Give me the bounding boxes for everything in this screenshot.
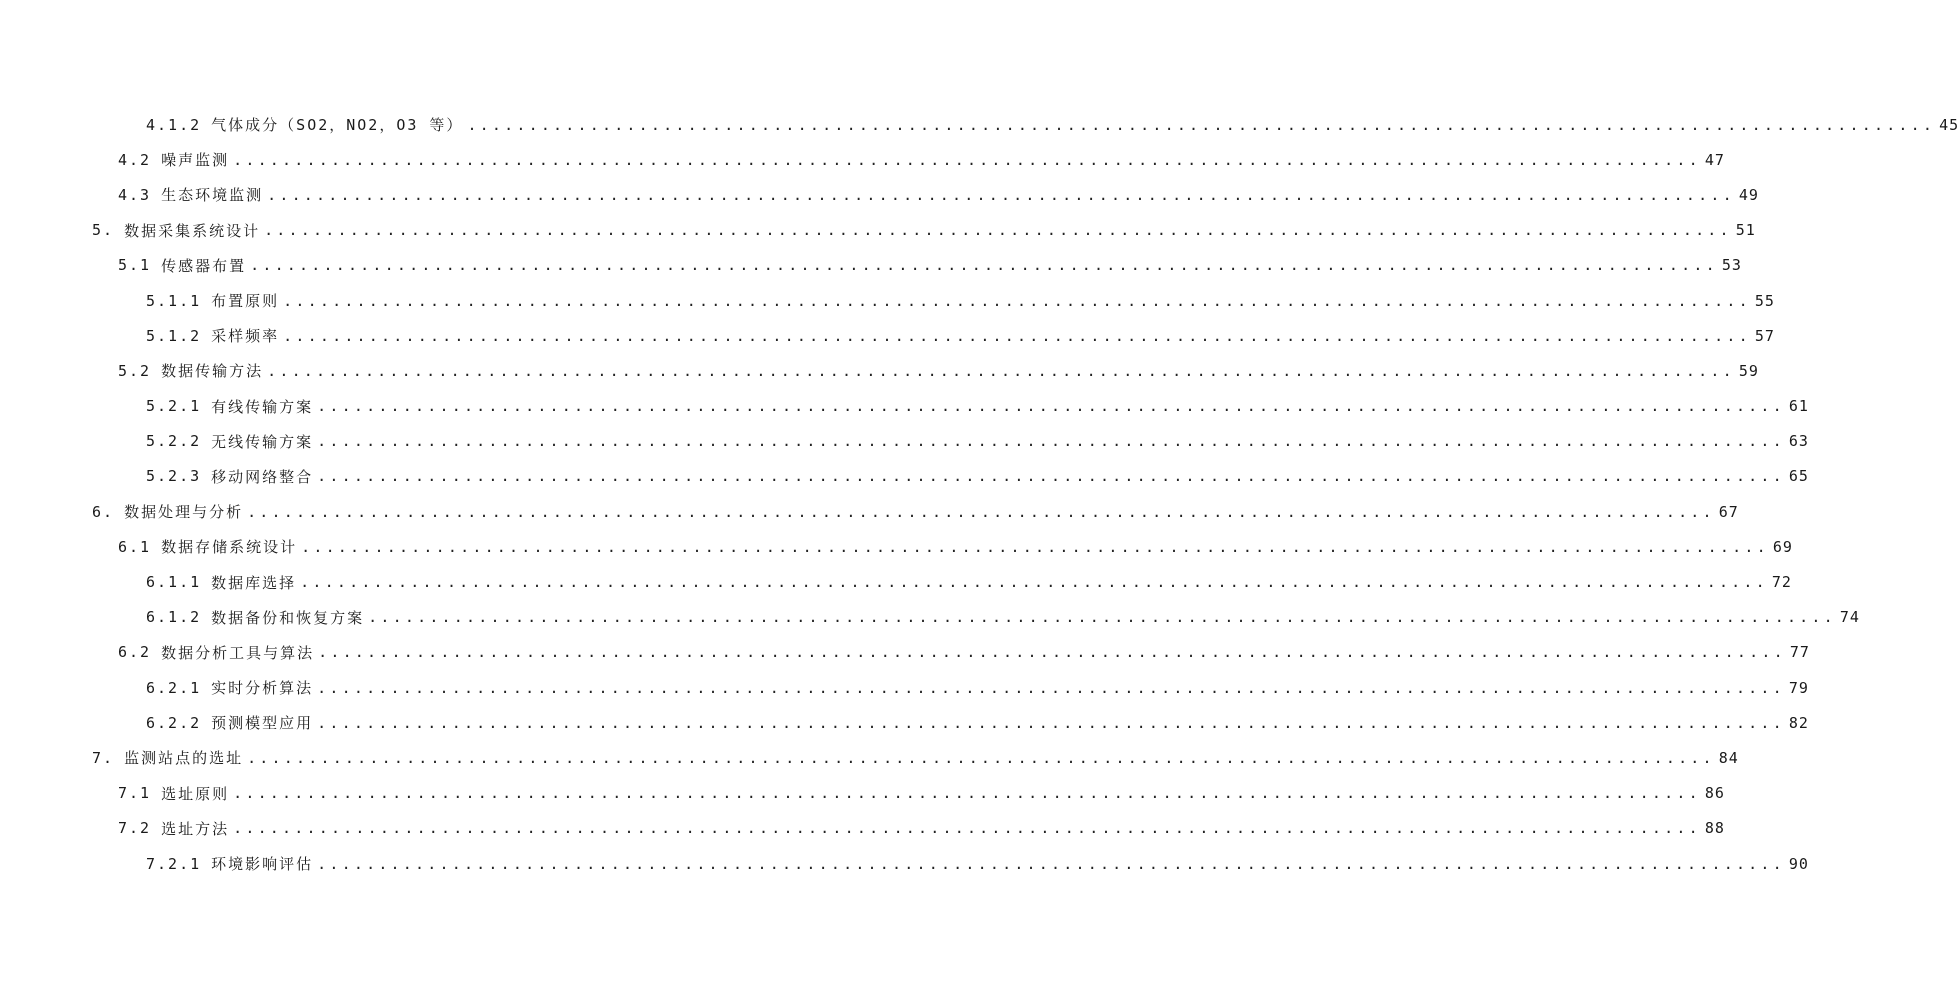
toc-entry-title: 数据存储系统设计 (161, 538, 298, 557)
toc-entry-title: 有线传输方案 (211, 397, 314, 416)
toc-entry-page: 57 (1754, 326, 1775, 345)
toc-entry-number: 6.1.1 (146, 573, 202, 592)
toc-entry[interactable] (0, 142, 1725, 177)
toc-dot-leader: ........................................................................................................................ (368, 608, 1836, 627)
toc-entry-number: 5.2.3 (146, 467, 202, 486)
toc-entry-page: 77 (1789, 643, 1810, 662)
toc-entry-title: 无线传输方案 (211, 432, 314, 451)
toc-entry[interactable] (0, 424, 1809, 459)
toc-entry-number: 6. (92, 502, 115, 521)
toc-entry[interactable] (0, 107, 1959, 142)
toc-dot-leader: ........................................................................................................................ (318, 643, 1786, 662)
toc-dot-leader: ........................................................................................................................ (267, 185, 1735, 204)
toc-entry-page: 63 (1788, 432, 1809, 451)
toc-entry[interactable] (0, 811, 1725, 846)
table-of-contents (0, 107, 1959, 881)
toc-entry[interactable] (0, 213, 1756, 248)
toc-dot-leader: ........................................................................................................................ (247, 502, 1715, 521)
toc-entry-number: 4.1.2 (146, 115, 202, 134)
toc-entry-title: 移动网络整合 (211, 467, 314, 486)
toc-entry-number: 7.1 (118, 784, 152, 803)
toc-entry-number: 5.1 (118, 256, 152, 275)
toc-entry-title: 数据备份和恢复方案 (211, 608, 365, 627)
toc-dot-leader: ........................................................................................................................ (247, 748, 1715, 767)
toc-entry-title: 数据采集系统设计 (124, 221, 261, 240)
toc-dot-leader: ........................................................................................................................ (317, 713, 1785, 732)
toc-dot-leader: ........................................................................................................................ (267, 361, 1735, 380)
toc-entry[interactable] (0, 459, 1809, 494)
toc-entry-page: 51 (1735, 221, 1756, 240)
toc-entry[interactable] (0, 248, 1742, 283)
toc-entry-title: 传感器布置 (161, 256, 247, 275)
toc-entry-page: 45 (1939, 115, 1959, 134)
toc-entry-page: 47 (1704, 150, 1725, 169)
toc-entry[interactable] (0, 389, 1809, 424)
toc-entry-number: 6.2.1 (146, 678, 202, 697)
toc-entry-title: 数据传输方法 (161, 362, 264, 381)
toc-entry-number: 5.2.2 (146, 432, 202, 451)
toc-entry-page: 61 (1788, 397, 1809, 416)
toc-dot-leader: ........................................................................................................................ (300, 573, 1768, 592)
toc-entry-number: 5.2.1 (146, 397, 202, 416)
toc-entry-title: 数据库选择 (211, 573, 297, 592)
toc-entry[interactable] (0, 494, 1739, 529)
toc-entry-page: 88 (1704, 819, 1725, 838)
toc-dot-leader: ........................................................................................................................ (317, 678, 1785, 697)
toc-dot-leader: ........................................................................................................................ (233, 819, 1701, 838)
toc-entry-page: 72 (1771, 573, 1792, 592)
toc-entry[interactable] (0, 318, 1775, 353)
toc-entry-title: 采样频率 (211, 327, 280, 346)
toc-entry-title: 布置原则 (211, 292, 280, 311)
toc-entry-page: 69 (1772, 537, 1793, 556)
toc-entry-title: 环境影响评估 (211, 855, 314, 874)
toc-entry[interactable] (0, 600, 1860, 635)
toc-entry-page: 90 (1788, 854, 1809, 873)
toc-entry[interactable] (0, 283, 1775, 318)
toc-entry-title: 实时分析算法 (211, 679, 314, 698)
toc-entry[interactable] (0, 670, 1809, 705)
toc-entry-title: 选址原则 (161, 784, 230, 803)
toc-entry-title: 预测模型应用 (211, 714, 314, 733)
toc-entry-page: 74 (1839, 608, 1860, 627)
toc-dot-leader: ........................................................................................................................ (264, 221, 1732, 240)
toc-dot-leader: ........................................................................................................................ (283, 326, 1751, 345)
toc-entry-page: 67 (1718, 502, 1739, 521)
toc-entry-number: 5.2 (118, 361, 152, 380)
toc-entry-number: 4.2 (118, 150, 152, 169)
toc-entry-page: 59 (1738, 361, 1759, 380)
toc-dot-leader: ........................................................................................................................ (301, 537, 1769, 556)
toc-entry-title: 监测站点的选址 (124, 749, 244, 768)
toc-entry[interactable] (0, 177, 1759, 212)
toc-dot-leader: ........................................................................................................................ (283, 291, 1751, 310)
toc-dot-leader: ........................................................................................................................ (317, 432, 1785, 451)
toc-entry[interactable] (0, 353, 1759, 388)
toc-dot-leader: ........................................................................................................................ (317, 467, 1785, 486)
toc-entry[interactable] (0, 705, 1809, 740)
toc-entry-number: 6.1 (118, 537, 152, 556)
toc-entry-number: 7. (92, 748, 115, 767)
toc-dot-leader: ........................................................................................................................ (233, 150, 1701, 169)
toc-dot-leader: ........................................................................................................................ (317, 854, 1785, 873)
toc-entry-page: 82 (1788, 713, 1809, 732)
toc-entry[interactable] (0, 529, 1793, 564)
toc-entry-page: 53 (1721, 256, 1742, 275)
toc-entry-number: 7.2 (118, 819, 152, 838)
toc-entry-number: 5. (92, 221, 115, 240)
toc-entry[interactable] (0, 564, 1792, 599)
toc-entry-number: 5.1.2 (146, 326, 202, 345)
toc-entry-title: 数据分析工具与算法 (161, 643, 315, 662)
toc-entry-title: 生态环境监测 (161, 186, 264, 205)
toc-entry[interactable] (0, 635, 1810, 670)
toc-entry-title: 气体成分（SO2，NO2，O3 等） (211, 116, 464, 135)
toc-entry-title: 噪声监测 (161, 151, 230, 170)
toc-entry-number: 6.2 (118, 643, 152, 662)
toc-entry-title: 选址方法 (161, 819, 230, 838)
toc-entry-number: 6.2.2 (146, 713, 202, 732)
toc-entry-title: 数据处理与分析 (124, 503, 244, 522)
toc-entry[interactable] (0, 776, 1725, 811)
toc-dot-leader: ........................................................................................................................ (467, 115, 1936, 134)
toc-entry-page: 49 (1738, 185, 1759, 204)
toc-entry[interactable] (0, 740, 1739, 775)
toc-entry-number: 4.3 (118, 185, 152, 204)
toc-entry[interactable] (0, 846, 1809, 881)
toc-entry-number: 5.1.1 (146, 291, 202, 310)
toc-entry-page: 84 (1718, 748, 1739, 767)
toc-entry-page: 55 (1754, 291, 1775, 310)
toc-entry-number: 7.2.1 (146, 854, 202, 873)
toc-entry-page: 86 (1704, 784, 1725, 803)
toc-dot-leader: ........................................................................................................................ (317, 397, 1785, 416)
toc-dot-leader: ........................................................................................................................ (233, 784, 1701, 803)
toc-entry-page: 65 (1788, 467, 1809, 486)
toc-entry-page: 79 (1788, 678, 1809, 697)
toc-entry-number: 6.1.2 (146, 608, 202, 627)
toc-dot-leader: ........................................................................................................................ (250, 256, 1718, 275)
